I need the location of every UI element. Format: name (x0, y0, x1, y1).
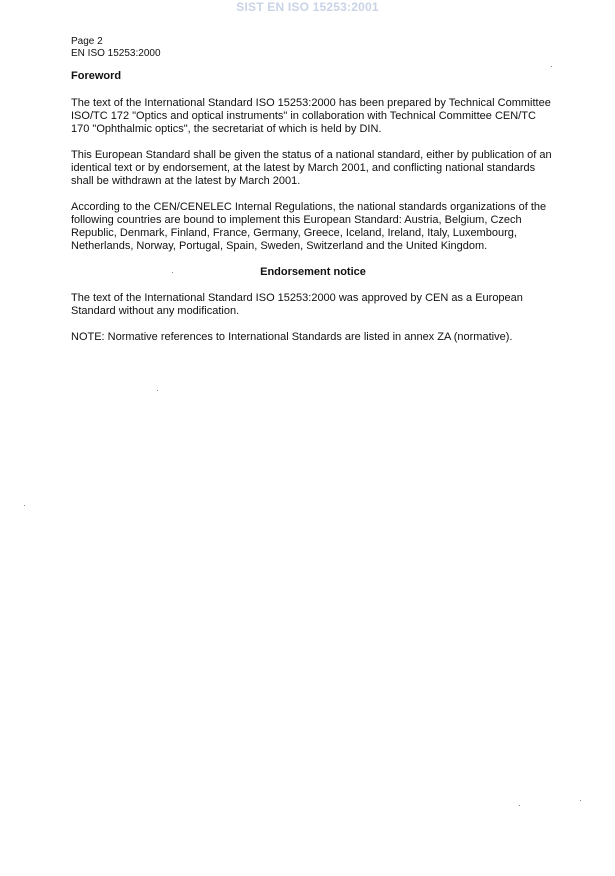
scan-speck (157, 390, 158, 391)
page-number: Page 2 (71, 36, 103, 47)
scan-speck (519, 805, 520, 806)
foreword-paragraph-2: This European Standard shall be given the status of a national standard, either by publication of an identical text or by endorsement, at the latest by March 2001, and conflicting national standards shall be withdrawn at the latest by March 2001. (71, 149, 552, 187)
endorsement-paragraph: The text of the International Standard ISO 15253:2000 was approved by CEN as a European Standard without any modification. (71, 292, 523, 317)
document-id: EN ISO 15253:2000 (71, 48, 161, 59)
normative-note: NOTE: Normative references to International Standards are listed in annex ZA (normative). (71, 331, 513, 343)
scan-speck (172, 272, 173, 273)
foreword-paragraph-3: According to the CEN/CENELEC Internal Regulations, the national standards organizations of the following countries are bound to implement this European Standard: Austria, Belgium, Czech Republic, Denmark, Finland, France, Germany, Greece, Iceland, Ireland, Italy, Luxembourg, Netherlands, Norway, Portugal, Spain, Sweden, Switzerland and the United Kingdom. (71, 201, 547, 252)
endorsement-heading: Endorsement notice (260, 266, 366, 278)
page-header (71, 36, 161, 60)
document-body (71, 70, 555, 357)
watermark: SIST EN ISO 15253:2001 (236, 0, 379, 14)
foreword-heading: Foreword (71, 70, 122, 82)
foreword-paragraph-1: The text of the International Standard ISO 15253:2000 has been prepared by Technical Committee ISO/TC 172 "Optics and optical instruments" in collaboration with Technical Committee CEN/TC 170 "Ophthalmic optics", the secretariat of which is held by DIN. (71, 97, 551, 135)
scan-speck (551, 66, 552, 67)
scan-speck (580, 800, 581, 801)
scan-speck (24, 505, 25, 506)
